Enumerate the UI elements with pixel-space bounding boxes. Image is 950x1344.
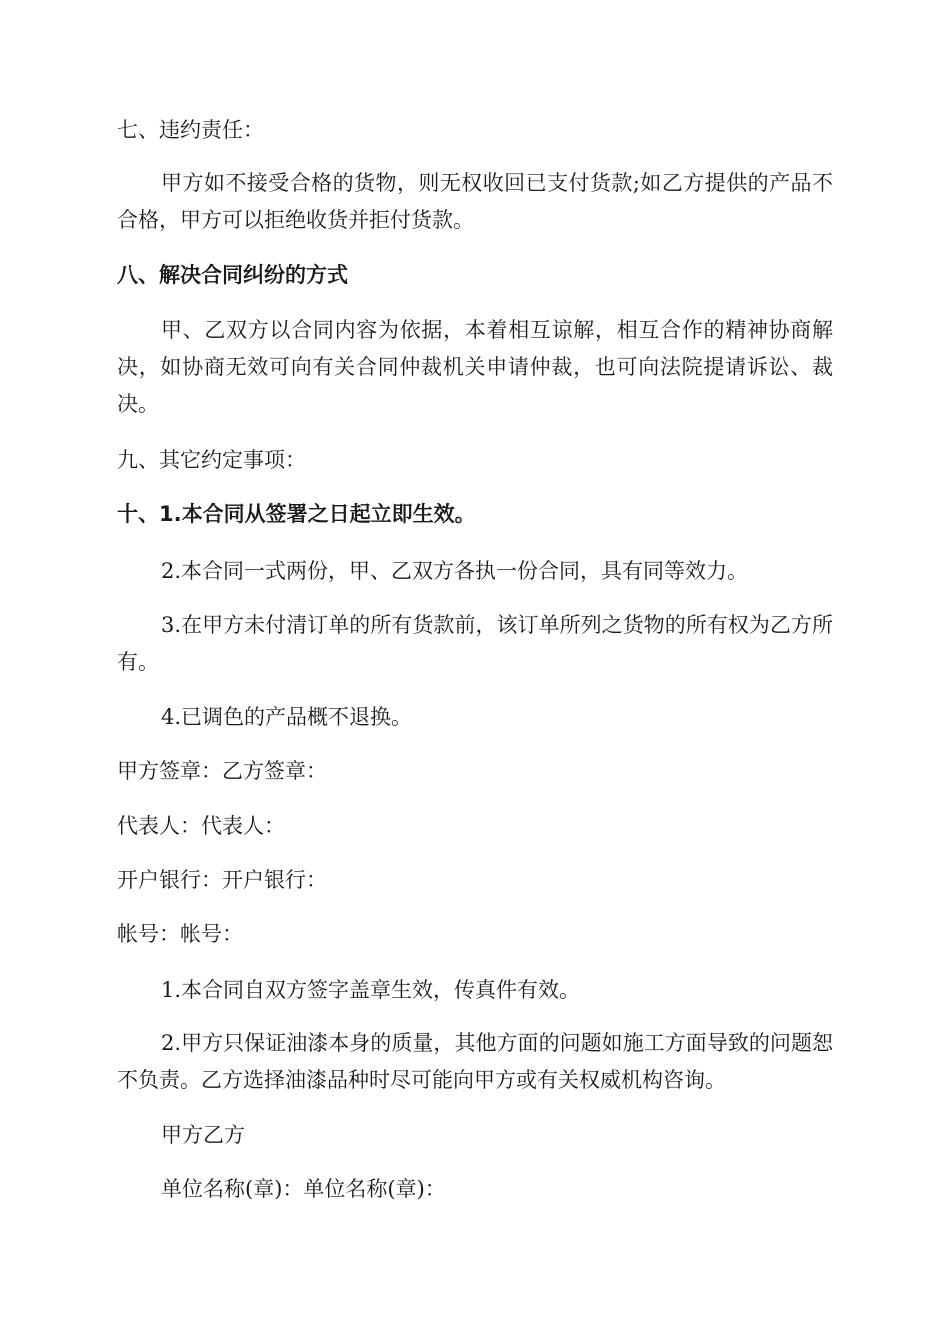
clause-item-2: 2.本合同一式两份，甲、乙双方各执一份合同，具有同等效力。 xyxy=(161,559,749,583)
parties-line: 甲方乙方 xyxy=(161,1123,245,1147)
section-heading-other: 九、其它约定事项： xyxy=(117,448,306,472)
signature-representative-line: 代表人：代表人： xyxy=(117,814,285,838)
signature-seal-line: 甲方签章：乙方签章： xyxy=(117,759,327,783)
paragraph-dispute: 甲、乙双方以合同内容为依据，本着相互谅解，相互合作的精神协商解决，如协商无效可向有关合同仲裁机关申请仲裁，也可向法院提请诉讼、裁决。 xyxy=(117,318,833,416)
note-item-1: 1.本合同自双方签字盖章生效，传真件有效。 xyxy=(161,978,581,1002)
clause-item-3: 3.在甲方未付清订单的所有货款前，该订单所列之货物的所有权为乙方所有。 xyxy=(117,613,833,674)
note-item-2: 2.甲方只保证油漆本身的质量，其他方面的问题如施工方面导致的问题恕不负责。乙方选择油漆品种时尽可能向甲方或有关权威机构咨询。 xyxy=(117,1031,833,1092)
signature-bank-line: 开户银行：开户银行： xyxy=(117,868,327,892)
section-heading-effective: 十、1.本合同从签署之日起立即生效。 xyxy=(117,502,476,526)
section-heading-dispute: 八、解决合同纠纷的方式 xyxy=(117,263,348,287)
paragraph-breach: 甲方如不接受合格的货物，则无权收回已支付货款;如乙方提供的产品不合格，甲方可以拒绝收货并拒付货款。 xyxy=(117,171,833,232)
unit-name-line: 单位名称(章)：单位名称(章)： xyxy=(161,1177,446,1201)
section-heading-breach: 七、违约责任： xyxy=(117,118,264,142)
signature-account-line: 帐号：帐号： xyxy=(117,922,243,946)
clause-item-4: 4.已调色的产品概不退换。 xyxy=(161,705,413,729)
